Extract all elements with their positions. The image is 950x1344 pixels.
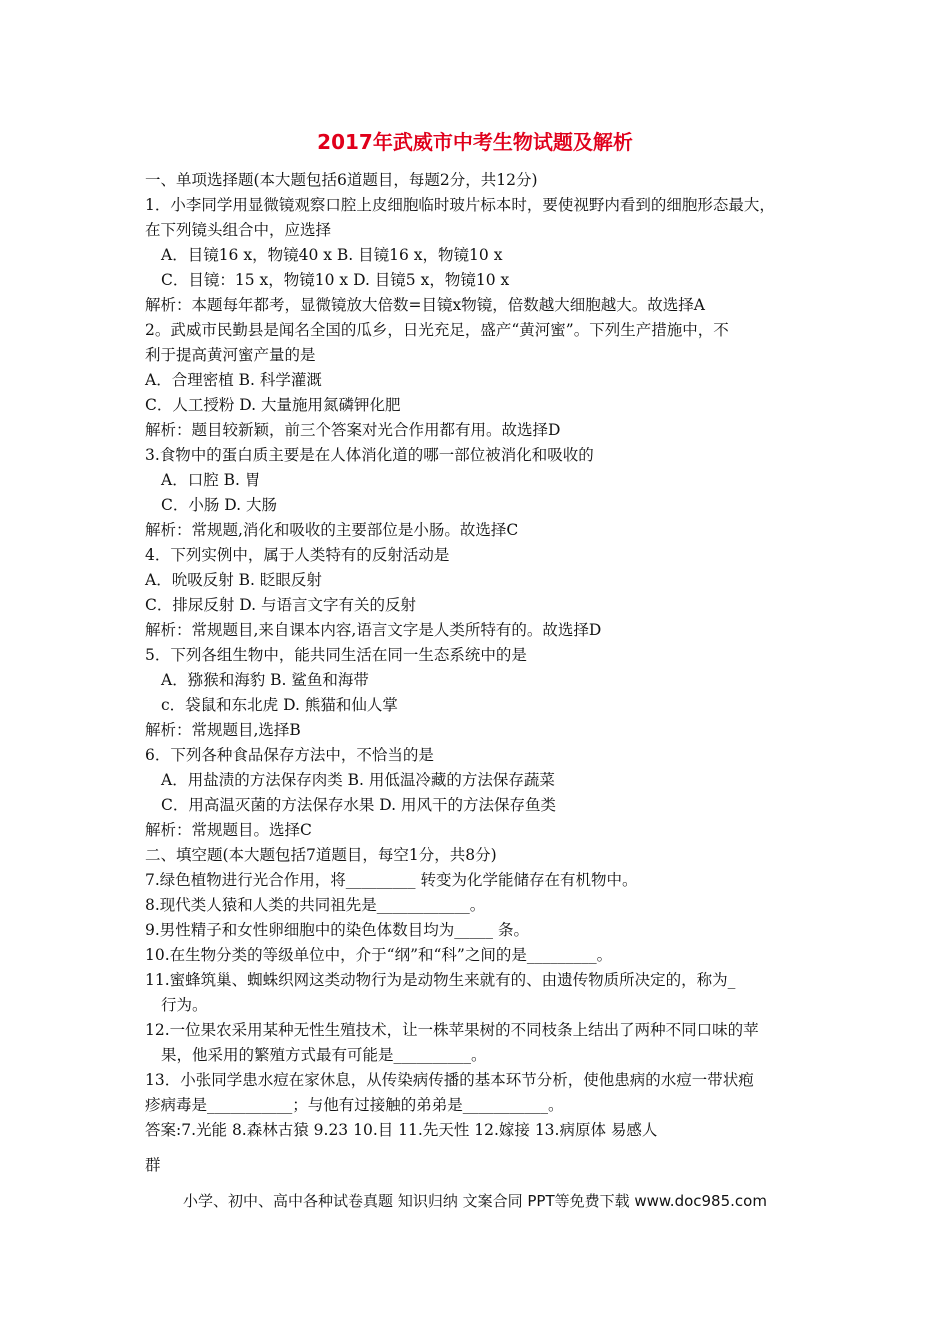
question-11: 11.蜜蜂筑巢、蜘蛛织网这类动物行为是动物生来就有的、由遗传物质所决定的，称为_ [145,971,736,989]
answers: 答案:7.光能 8.森林古猿 9.23 10.目 11.先天性 12.嫁接 13.病原体 易感人 [145,1121,658,1139]
question-5-options-cd: c．袋鼠和东北虎 D. 熊猫和仙人掌 [161,696,398,714]
question-13: 13．小张同学患水痘在家休息，从传染病传播的基本环节分析，使他患病的水痘一带状疱 [145,1071,754,1089]
question-2-options-cd: C．人工授粉 D. 大量施用氮磷钾化肥 [145,396,401,414]
analysis-3: 解析：常规题,消化和吸收的主要部位是小肠。故选择C [145,521,519,539]
analysis-2: 解析：题目较新颖，前三个答案对光合作用都有用。故选择D [145,421,561,439]
question-12-cont: 果，他采用的繁殖方式最有可能是__________。 [161,1046,487,1064]
question-6-options-cd: C．用高温灭菌的方法保存水果 D. 用风干的方法保存鱼类 [161,796,557,814]
analysis-4: 解析：常规题目,来自课本内容,语言文字是人类所特有的。故选择D [145,621,602,639]
question-4-options-cd: C．排尿反射 D. 与语言文字有关的反射 [145,596,417,614]
question-10: 10.在生物分类的等级单位中，介于“纲”和“科”之间的是_________。 [145,946,613,964]
question-6: 6．下列各种食品保存方法中，不恰当的是 [145,746,434,764]
question-2-cont: 利于提高黄河蜜产量的是 [145,346,316,364]
question-9: 9.男性精子和女性卵细胞中的染色体数目均为_____ 条。 [145,921,529,939]
question-3: 3.食物中的蛋白质主要是在人体消化道的哪一部位被消化和吸收的 [145,446,594,464]
question-2: 2。武威市民勤县是闻名全国的瓜乡，日光充足，盛产“黄河蜜”。下列生产措施中，不 [145,321,729,339]
question-6-options-ab: A．用盐渍的方法保存肉类 B. 用低温冷藏的方法保存蔬菜 [161,771,555,789]
question-5-options-ab: A．猕猴和海豹 B. 鲨鱼和海带 [161,671,369,689]
question-3-options-ab: A．口腔 B. 胃 [161,471,261,489]
question-1-options-ab: A．目镜16 x，物镜40 x B. 目镜16 x，物镜10 x [161,246,503,264]
document-title: 2017年武威市中考生物试题及解析 [317,130,633,154]
question-1-cont: 在下列镜头组合中，应选择 [145,221,332,239]
question-13-cont: 疹病毒是___________；与他有过接触的弟弟是___________。 [145,1096,564,1114]
question-7: 7.绿色植物进行光合作用，将_________ 转变为化学能储存在有机物中。 [145,871,638,889]
analysis-1: 解析：本题每年都考，显微镜放大倍数=目镜x物镜，倍数越大细胞越大。故选择A [145,296,705,314]
section-heading-fill: 二、填空题(本大题包括7道题目，每空1分，共8分) [145,846,497,864]
answers-cont: 群 [145,1156,161,1174]
question-8: 8.现代类人猿和人类的共同祖先是____________。 [145,896,486,914]
analysis-5: 解析：常规题目,选择B [145,721,301,739]
footer-text: 小学、初中、高中各种试卷真题 知识归纳 文案合同 PPT等免费下载 www.doc985.com [183,1192,767,1210]
question-1-options-cd: C．目镜：15 x，物镜10 x D. 目镜5 x，物镜10 x [161,271,510,289]
question-12: 12.一位果农采用某种无性生殖技术，让一株苹果树的不同枝条上结出了两种不同口味的苹 [145,1021,759,1039]
question-4: 4．下列实例中，属于人类特有的反射活动是 [145,546,450,564]
question-5: 5．下列各组生物中，能共同生活在同一生态系统中的是 [145,646,527,664]
question-2-options-ab: A．合理密植 B. 科学灌溉 [145,371,322,389]
section-heading-choice: 一、单项选择题(本大题包括6道题目，每题2分，共12分) [145,171,538,189]
question-1: 1．小李同学用显微镜观察口腔上皮细胞临时玻片标本时，要使视野内看到的细胞形态最大， [145,196,775,214]
question-3-options-cd: C．小肠 D. 大肠 [161,496,278,514]
analysis-6: 解析：常规题目。选择C [145,821,312,839]
question-11-cont: 行为。 [161,996,208,1014]
question-4-options-ab: A．吮吸反射 B. 眨眼反射 [145,571,322,589]
